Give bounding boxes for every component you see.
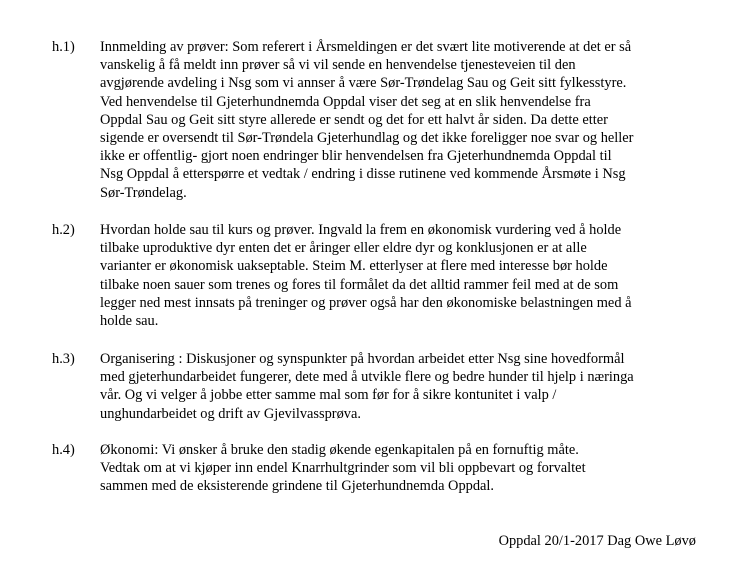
item-number: h.1) [52,39,75,55]
agenda-item-h3 [52,350,712,423]
text-line: ikke er offentlig- gjort noen endringer blir henvendelsen fra Gjeterhundnemda Oppdal til [100,148,612,165]
text-line: vanskelig å få meldt inn prøver så vi vil sende en henvendelse tjenesteveien til den [100,57,576,74]
agenda-item-h2 [52,221,712,330]
text-line: avgjørende avdeling i Nsg som vi annser å være Sør-Trøndelag Sau og Geit sitt fylkesstyre. [100,75,627,92]
text-line: Innmelding av prøver: Som referert i Årsmeldingen er det svært lite motiverende at det er så [100,39,632,55]
text-line: Oppdal Sau og Geit sitt styre allerede er sendt og det for ett halvt år siden. Da dette etter [100,111,608,128]
text-line: sammen med de eksisterende grindene til Gjeterhundnemda Oppdal. [100,478,495,495]
text-line: holde sau. [100,313,159,330]
text-line: Nsg Oppdal å etterspørre et vedtak / endring i disse rutinene ved kommende Årsmøte i Nsg [100,166,626,183]
agenda-item-h1 [52,38,712,202]
text-line: tilbake noen sauer som trenes og fores til formålet da det alltid rammer feil med at de som [100,276,619,293]
item-text [100,38,712,202]
text-line: legger ned mest innsats på treninger og prøver også har den økonomiske belastningen med å [100,294,632,311]
text-line: Hvordan holde sau til kurs og prøver. Ingvald la frem en økonomisk vurdering ved å holde [100,222,622,238]
text-line: unghundarbeidet og drift av Gjevilvassprøva. [100,405,361,422]
text-line: Ved henvendelse til Gjeterhundnemda Oppdal viser det seg at en slik henvendelse fra [100,93,591,110]
text-line: vår. Og vi velger å jobbe etter samme mal som før for å sikre kontunitet i valp / [100,387,557,404]
text-line: tilbake uproduktive dyr enten det er åringer eller eldre dyr og konklusjonen er at alle [100,240,587,257]
item-text [100,350,712,423]
item-number: h.2) [52,222,75,238]
text-line: Organisering : Diskusjoner og synspunkter på hvordan arbeidet etter Nsg sine hovedformål [100,351,625,367]
item-number: h.3) [52,351,75,367]
item-text [100,441,712,496]
text-line: Sør-Trøndelag. [100,184,187,201]
text-line: Vedtak om at vi kjøper inn endel Knarrhultgrinder som vil bli oppbevart og forvaltet [100,460,586,477]
text-line: varianter er økonomisk uakseptable. Steim M. etterlyser at flere med interesse bør holde [100,258,608,275]
text-line: Økonomi: Vi ønsker å bruke den stadig økende egenkapitalen på en fornuftig måte. [100,442,579,458]
agenda-item-h4 [52,441,712,496]
item-number: h.4) [52,442,75,458]
text-line: sigende er oversendt til Sør-Trøndela Gjeterhundlag og det ikke foreligger noe svar og heller [100,130,634,147]
signature-line: Oppdal 20/1-2017 Dag Owe Løvø [498,533,696,549]
item-text [100,221,712,330]
text-line: med gjeterhundarbeidet fungerer, dete med å utvikle flere og bedre hunder til hjelp i næringa [100,369,634,386]
